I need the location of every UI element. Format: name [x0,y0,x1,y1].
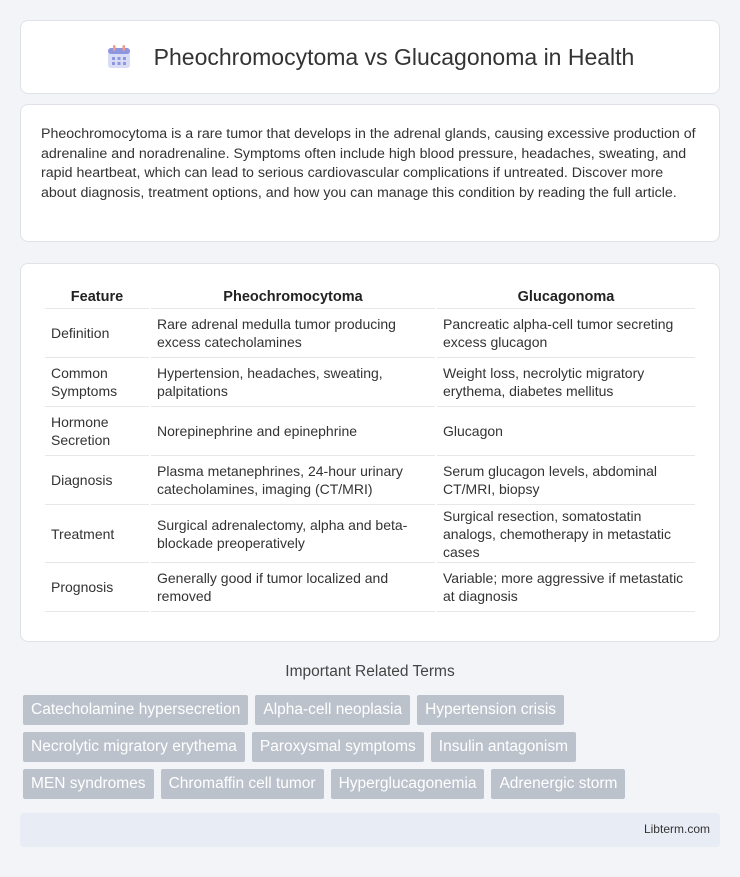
row-pheochromocytoma: Plasma metanephrines, 24-hour urinary catecholamines, imaging (CT/MRI) [151,456,435,505]
table-row [45,563,695,612]
table-row [45,456,695,505]
related-term-tag[interactable]: Catecholamine hypersecretion [23,695,248,725]
related-term-tag[interactable]: Necrolytic migratory erythema [23,732,245,762]
footer [20,813,720,847]
related-terms-title: Important Related Terms [285,663,455,680]
comparison-table-card [20,263,720,642]
tag-row [23,769,723,799]
row-feature: Treatment [45,505,149,563]
header-card [20,20,720,94]
table-row [45,358,695,407]
related-term-tag[interactable]: Hypertension crisis [417,695,564,725]
row-feature: Prognosis [45,563,149,612]
row-pheochromocytoma: Surgical adrenalectomy, alpha and beta-blockade preoperatively [151,505,435,563]
row-feature: Common Symptoms [45,358,149,407]
related-term-tag[interactable]: Alpha-cell neoplasia [255,695,410,725]
intro-card [20,104,720,242]
tag-row [23,732,723,762]
related-term-tag[interactable]: Insulin antagonism [431,732,576,762]
row-pheochromocytoma: Generally good if tumor localized and removed [151,563,435,612]
row-glucagonoma: Pancreatic alpha-cell tumor secreting excess glucagon [437,309,695,358]
row-feature: Hormone Secretion [45,407,149,456]
row-feature: Definition [45,309,149,358]
header-feature: Feature [45,284,149,309]
row-glucagonoma: Surgical resection, somatostatin analogs, chemotherapy in metastatic cases [437,505,695,563]
table-row [45,505,695,563]
related-term-tag[interactable]: Adrenergic storm [491,769,625,799]
row-glucagonoma: Variable; more aggressive if metastatic at diagnosis [437,563,695,612]
table-header-row [45,284,695,309]
tag-row [23,695,723,725]
page-title: Pheochromocytoma vs Glucagonoma in Health [153,43,635,70]
row-pheochromocytoma: Norepinephrine and epinephrine [151,407,435,456]
row-glucagonoma: Weight loss, necrolytic migratory erythema, diabetes mellitus [437,358,695,407]
row-pheochromocytoma: Hypertension, headaches, sweating, palpitations [151,358,435,407]
row-pheochromocytoma: Rare adrenal medulla tumor producing excess catecholamines [151,309,435,358]
related-term-tag[interactable]: Hyperglucagonemia [331,769,485,799]
row-feature: Diagnosis [45,456,149,505]
row-glucagonoma: Glucagon [437,407,695,456]
table-row [45,407,695,456]
related-terms-list [23,695,723,806]
related-term-tag[interactable]: MEN syndromes [23,769,154,799]
comparison-table [43,284,697,612]
header-glucagonoma: Glucagonoma [437,284,695,309]
header-pheochromocytoma: Pheochromocytoma [151,284,435,309]
related-term-tag[interactable]: Chromaffin cell tumor [161,769,324,799]
table-row [45,309,695,358]
intro-paragraph: Pheochromocytoma is a rare tumor that develops in the adrenal glands, causing excessive production of adrenaline and noradrenaline. Symptoms often include high blood pressure, headaches, sweating, and rapid heartbeat, which can lead to serious cardiovascular complications if untreated. Discover more about diagnosis, treatment options, and how you can manage this condition by reading the full article. [41,126,696,201]
footer-site-link[interactable]: Libterm.com [643,822,710,836]
related-term-tag[interactable]: Paroxysmal symptoms [252,732,424,762]
calendar-icon [106,44,132,70]
row-glucagonoma: Serum glucagon levels, abdominal CT/MRI, biopsy [437,456,695,505]
